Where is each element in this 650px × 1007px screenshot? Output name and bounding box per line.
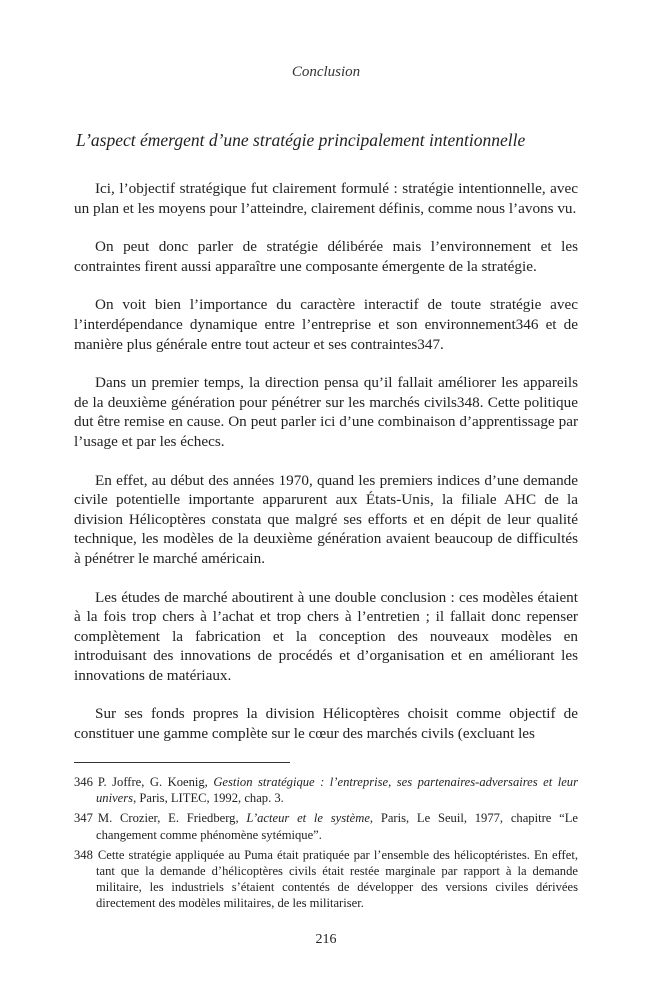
footnote-rest: , Paris, Le Seuil, 1977, chapitre “Le changement comme phénomène sytémique”.: [96, 811, 579, 842]
paragraph: En effet, au début des années 1970, quand les premiers indices d’une demande civile potentielle importante apparurent aux États-Unis, la filiale AHC de la division Hélicoptères constata que malgré ses efforts et en dépit de leur qualité technique, les modèles de la deuxième génération avaient beaucoup de difficultés à pénétrer le marché américain.: [74, 471, 578, 567]
body-text: [74, 179, 578, 763]
footnote-number: 347: [74, 811, 93, 826]
footnote-title: L’acteur et le système: [246, 811, 370, 826]
paragraph: Les études de marché aboutirent à une double conclusion : ces modèles étaient à la fois trop chers à l’achat et trop chers à l’entretien ; il fallait donc repenser complètement la fabrication et la conception des nouveaux modèles en introduisant des innovations de procédés et d’organisation et en améliorant les innovations de matériaux.: [74, 588, 578, 684]
section-title: L’aspect émergent d’une stratégie principalement intentionnelle: [76, 130, 526, 150]
page-number: 216: [315, 932, 337, 947]
footnote-separator: [74, 762, 290, 763]
paragraph: Ici, l’objectif stratégique fut clairement formulé : stratégie intentionnelle, avec un plan et les moyens pour l’atteindre, clairement définis, comme nous l’avons vu.: [74, 180, 578, 217]
footnote-347: [74, 810, 578, 842]
paragraph: On peut donc parler de stratégie délibérée mais l’environnement et les contraintes firent aussi apparaître une composante émergente de la stratégie.: [74, 238, 578, 275]
footnote-title: Gestion stratégique : l’entreprise, ses partenaires-adversaires et leur univers: [96, 775, 578, 806]
footnote-authors: P. Joffre, G. Koenig,: [97, 775, 208, 789]
footnote-rest: , Paris, LITEC, 1992, chap. 3.: [133, 791, 284, 806]
footnote-text: Cette stratégie appliquée au Puma était pratiquée par l’ensemble des hélicoptéristes. En effet, tant que la demande d’hélicoptères civils était restée marginale par rapport à la demande militaire, les industriels s’étaient contentés de développer des versions civiles dérivées directement des modèles militaires, de les militariser.: [96, 847, 578, 911]
paragraph: On voit bien l’importance du caractère interactif de toute stratégie avec l’interdépendance dynamique entre l’entreprise et son environnement346 et de manière plus générale entre tout acteur et ses contraintes347.: [74, 296, 578, 353]
footnote-348: [74, 847, 578, 912]
footnotes: [74, 774, 578, 916]
footnote-number: 346: [74, 775, 93, 789]
running-head: Conclusion: [291, 64, 361, 80]
paragraph: Sur ses fonds propres la division Hélicoptères choisit comme objectif de constituer une gamme complète sur le cœur des marchés civils (excluant les: [74, 705, 578, 743]
footnote-number: 348: [74, 847, 93, 862]
paragraph: Dans un premier temps, la direction pensa qu’il fallait améliorer les appareils de la deuxième génération pour pénétrer sur les marchés civils348. Cette politique dut être remise en cause. On peut parler ici d’une combinaison d’apprentissage par l’usage et par les échecs.: [74, 374, 578, 450]
footnote-authors: M. Crozier, E. Friedberg,: [97, 811, 239, 826]
footnote-346: [74, 774, 578, 806]
